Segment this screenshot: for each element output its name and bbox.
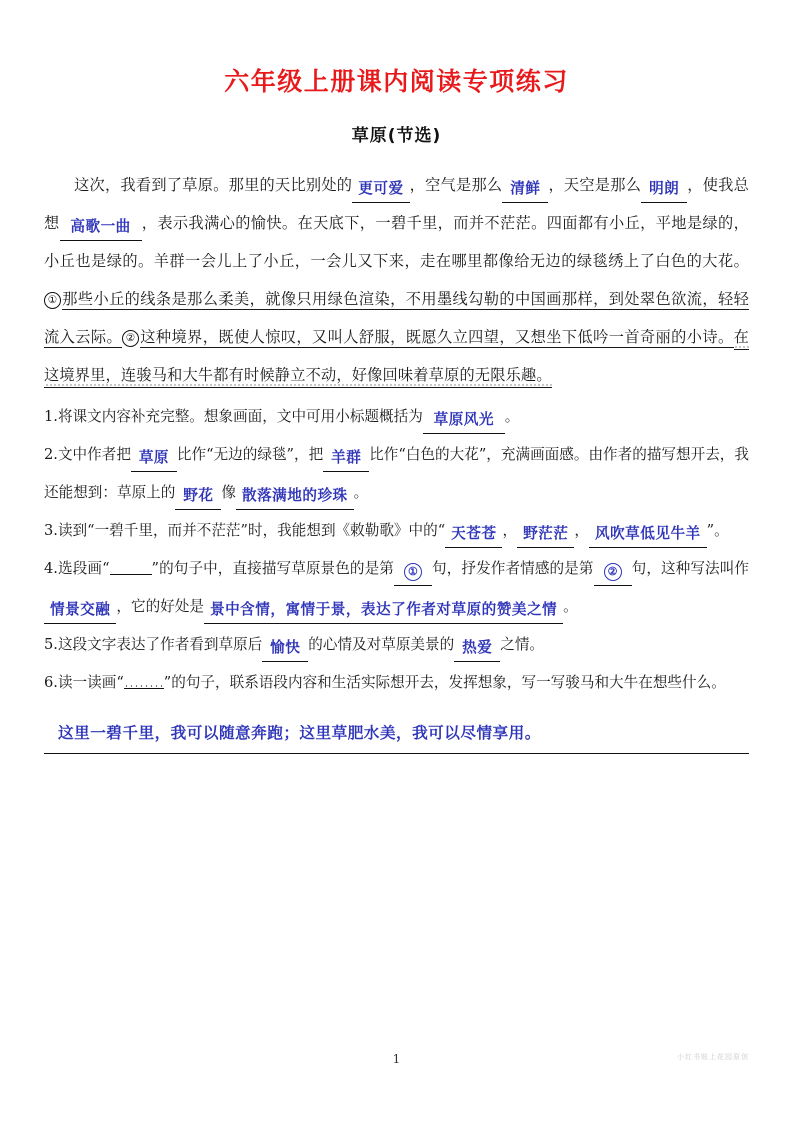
question-5-text-a: 这段文字表达了作者看到草原后 — [57, 636, 263, 653]
question-2-text-c: 比作“白色的大花”，充满画面感。由作者的描写想开去，我还能想到：草原上的 — [44, 446, 749, 501]
question-2-text-a: 文中作者把 — [57, 446, 131, 463]
question-3-text-a: 读到“一碧千里，而并不茫茫”时，我能想到《敕勒歌》中的“ — [57, 522, 446, 539]
question-5-text-c: 之情。 — [500, 636, 545, 653]
question-1-answer[interactable]: 草原风光 — [423, 407, 505, 434]
question-1-number: 1. — [44, 408, 58, 425]
question-3-text-d: ”。 — [706, 522, 729, 539]
question-4-answer-2[interactable] — [594, 559, 632, 586]
circled-number-2: ② — [604, 563, 622, 581]
answer-blank-4[interactable]: 高歌一曲 — [60, 214, 142, 241]
question-4-answer-4[interactable]: 景中含情，寓情于景，表达了作者对草原的赞美之情 — [204, 597, 563, 624]
question-4-text-e: ，它的好处是 — [116, 598, 204, 615]
question-4-text-d: 句，这种写法叫作 — [631, 560, 749, 577]
question-6-number: 6. — [44, 674, 58, 691]
question-2-answer-4[interactable]: 散落满地的珍珠 — [236, 483, 354, 510]
page-number: 1 — [392, 1052, 401, 1066]
question-5 — [44, 626, 749, 664]
question-4-answer-1[interactable] — [394, 559, 432, 586]
solid-underline-marker-icon — [110, 574, 152, 575]
underlined-sentence-2: 这种境界，既使人惊叹，又叫人舒服，既愿久立四望，又想坐下低吟一首奇丽的小诗。 — [140, 328, 734, 346]
question-2-answer-2[interactable]: 羊群 — [323, 445, 369, 472]
question-3-text-c: ， — [574, 522, 589, 539]
question-6-answer[interactable] — [44, 718, 749, 754]
question-2-answer-1[interactable]: 草原 — [131, 445, 177, 472]
answer-blank-3[interactable]: 明朗 — [641, 176, 687, 203]
answer-blank-1[interactable]: 更可爱 — [352, 176, 409, 203]
wavy-underline-marker-icon — [124, 685, 164, 689]
question-2-text-d: 像 — [221, 484, 236, 501]
question-4-text-b: ”的句子中，直接描写草原景色的是第 — [151, 560, 394, 577]
question-1-text-a: 将课文内容补充完整。想象画面，文中可用小标题概括为 — [57, 408, 423, 425]
sentence-marker-1: ① — [44, 292, 61, 309]
question-3-number: 3. — [44, 522, 58, 539]
page-subtitle: 草原(节选) — [351, 126, 442, 146]
question-5-number: 5. — [44, 636, 58, 653]
question-5-answer-1[interactable]: 愉快 — [262, 635, 308, 662]
question-6-answer-text: 这里一碧千里，我可以随意奔跑；这里草肥水美，我可以尽情享用。 — [58, 724, 541, 742]
question-4-text-c: 句，抒发作者情感的是第 — [431, 560, 594, 577]
question-1 — [44, 398, 749, 436]
question-1-text-b: 。 — [504, 408, 520, 425]
question-3-answer-3[interactable]: 风吹草低见牛羊 — [589, 521, 707, 548]
question-2 — [44, 436, 749, 512]
question-5-answer-2[interactable]: 热爱 — [454, 635, 500, 662]
question-6-text-b: ”的句子，联系语段内容和生活实际想开去，发挥想象，写一写骏马和大牛在想些什么。 — [163, 674, 726, 691]
underlined-sentence-1: 那些小丘的线条是那么柔美，就像只用绿色渲染，不用墨线勾勒的中国画那样，到处翠色欲流，轻轻流入云际。 — [44, 290, 749, 346]
question-6 — [44, 664, 749, 702]
reading-passage — [44, 166, 749, 394]
question-4-text-a: 选段画“ — [57, 560, 110, 577]
question-3-answer-1[interactable]: 天苍苍 — [445, 521, 502, 548]
passage-text-4: ，使我总想 — [44, 176, 750, 232]
circled-number-1: ① — [404, 563, 422, 581]
sentence-marker-2: ② — [122, 330, 139, 347]
question-3-answer-2[interactable]: 野茫茫 — [517, 521, 574, 548]
page-title: 六年级上册课内阅读专项练习 — [224, 67, 569, 96]
passage-text-1: 这次，我看到了草原。那里的天比别处的 — [74, 176, 353, 194]
question-5-text-b: 的心情及对草原美景的 — [308, 636, 455, 653]
question-3-text-b: ， — [502, 522, 518, 539]
question-4 — [44, 550, 749, 626]
question-3 — [44, 512, 749, 550]
question-list — [44, 398, 749, 754]
passage-text-3: ，天空是那么 — [548, 176, 642, 194]
watermark: 小红书账上花园原创 — [677, 1053, 749, 1061]
question-4-number: 4. — [44, 560, 58, 577]
wavy-underlined-sentence-3: 在这境界里，连骏马和大牛都有时候静立不动，好像回味着草原的无限乐趣。 — [44, 328, 749, 388]
passage-text-5: ，表示我满心的愉快。在天底下，一碧千里，而并不茫茫。四面都有小丘，平地是绿的，小丘也是绿的。羊群一会儿上了小丘，一会儿又下来，走在哪里都像给无边的绿毯绣上了白色的大花。 — [44, 214, 749, 270]
question-2-answer-3[interactable]: 野花 — [175, 483, 221, 510]
question-2-text-b: 比作“无边的绿毯”，把 — [176, 446, 324, 463]
question-2-number: 2. — [44, 446, 58, 463]
question-2-text-e: 。 — [353, 484, 369, 501]
question-4-text-f: 。 — [563, 598, 578, 615]
question-4-answer-3[interactable]: 情景交融 — [44, 597, 116, 624]
answer-blank-2[interactable]: 清鲜 — [502, 176, 548, 203]
question-6-text-a: 读一读画“ — [57, 674, 124, 691]
passage-text-2: ，空气是那么 — [409, 176, 503, 194]
